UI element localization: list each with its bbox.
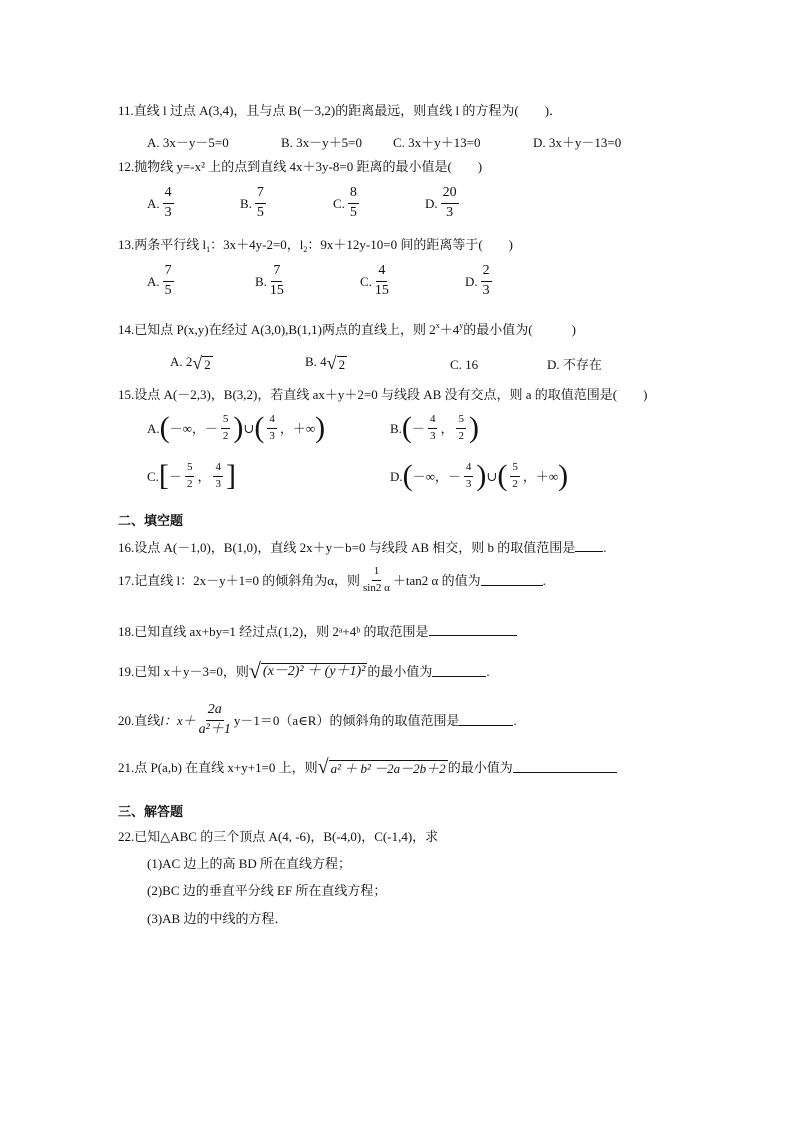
close-paren-icon: ) xyxy=(233,411,244,445)
q17-pre: 17.记直线 l：2x－y＋1=0 的倾斜角为α，则 xyxy=(118,572,361,588)
comma: ， xyxy=(440,420,454,436)
close-paren-icon: ) xyxy=(315,411,326,445)
fraction xyxy=(221,414,231,442)
q15-b-label: B. xyxy=(390,420,402,436)
radicand: 2 xyxy=(204,356,211,372)
q19-post: 的最小值为 xyxy=(367,663,433,679)
numerator: 5 xyxy=(510,462,520,477)
close-paren-icon: ) xyxy=(476,459,487,493)
denominator: 3 xyxy=(482,282,490,298)
q12-option-c xyxy=(333,186,362,220)
fraction xyxy=(270,264,284,298)
sqrt xyxy=(318,757,448,777)
q11-option-c: C. 3x＋y＋13=0 xyxy=(393,135,481,150)
answer-blank[interactable] xyxy=(432,665,486,677)
numerator: 4 xyxy=(376,264,387,282)
numerator: 7 xyxy=(255,186,266,204)
q15-option-b xyxy=(390,411,479,445)
q15-c-label: C. xyxy=(147,468,159,484)
numerator: 4 xyxy=(464,462,474,477)
q15-d-pos-inf: ，＋∞ xyxy=(522,468,559,484)
q13-c-label: C. xyxy=(360,273,372,289)
numerator: 4 xyxy=(213,462,223,477)
fraction xyxy=(456,414,466,442)
q12-d-label: D. xyxy=(425,195,438,211)
q14-a-label: A. 2 xyxy=(170,353,193,369)
numerator: 20 xyxy=(441,186,459,204)
q13-stem-post: ：9x＋12y-10=0 间的距离等于( ) xyxy=(307,237,513,252)
numerator: 7 xyxy=(271,264,282,282)
q15-a-neg-inf: －∞，－ xyxy=(169,420,218,436)
denominator: 3 xyxy=(269,429,275,442)
q13-sub-2: 2 xyxy=(303,245,308,254)
denominator: 3 xyxy=(465,477,472,490)
denominator: 15 xyxy=(374,282,389,298)
answer-blank[interactable] xyxy=(513,761,617,773)
answer-blank[interactable] xyxy=(481,574,543,586)
q17-end: . xyxy=(542,572,546,588)
denominator: 5 xyxy=(256,204,264,220)
q12-c-label: C. xyxy=(333,195,345,211)
q22-part-1: (1)AC 边上的高 BD 所在直线方程； xyxy=(147,856,352,871)
q18-stem: 18.已知直线 ax+by=1 经过点(1,2)，则 2ᵃ+4ᵇ 的取范围是 xyxy=(118,624,429,639)
q14-b-label: B. 4 xyxy=(305,353,327,369)
fraction xyxy=(363,566,390,594)
q11-option-d: D. 3x＋y－13=0 xyxy=(533,135,622,150)
denominator: 2 xyxy=(222,429,229,442)
denominator: 2 xyxy=(512,477,518,490)
fraction xyxy=(213,462,223,490)
q12-b-label: B. xyxy=(240,195,252,211)
q14-option-d: D. 不存在 xyxy=(547,357,602,372)
denominator: 3 xyxy=(429,429,436,442)
q15-c-minus: － xyxy=(168,468,182,484)
q13-d-label: D. xyxy=(465,273,478,289)
q15-a-pos-inf: ，＋∞ xyxy=(279,420,316,436)
q20-pre: 20.直线 xyxy=(118,712,161,728)
q13-stem xyxy=(118,238,513,254)
numerator: 7 xyxy=(163,264,174,282)
q20-mid: y－1＝0（a∈R）的倾斜角的取值范围是 xyxy=(233,712,460,728)
q15-d-label: D. xyxy=(390,468,403,484)
q20-colon: ：x＋ xyxy=(163,712,196,728)
q13-stem-pre: 13.两条平行线 l xyxy=(118,237,207,252)
union-symbol: ∪ xyxy=(486,468,498,484)
q14-stem-pre: 14.已知点 P(x,y)在经过 A(3,0),B(1,1)两点的直线上，则 2 xyxy=(118,322,436,337)
section-solution-heading: 三、解答题 xyxy=(118,805,184,820)
q11-stem: 11.直线 l 过点 A(3,4)，且与点 B(－3,2)的距离最远，则直线 l 的方程为( )． xyxy=(118,103,563,118)
q20-end: . xyxy=(513,712,517,728)
fraction xyxy=(348,186,359,220)
numerator: 4 xyxy=(163,186,174,204)
sqrt xyxy=(249,660,368,682)
sqrt xyxy=(192,354,212,372)
comma: ， xyxy=(197,468,211,484)
q15-d-neg-inf: －∞，－ xyxy=(412,468,461,484)
q14-option-c: C. 16 xyxy=(450,357,479,372)
q14-exp-y: y xyxy=(459,321,464,330)
q15-stem: 15.设点 A(－2,3)，B(3,2)，若直线 ax＋y＋2=0 与线段 AB 没有交点，则 a 的取值范围是( ) xyxy=(118,387,648,402)
q11-option-a: A. 3x－y－5=0 xyxy=(147,135,229,150)
q12-a-label: A. xyxy=(147,195,160,211)
q21-post: 的最小值为 xyxy=(447,759,513,775)
q13-sub-1: 1 xyxy=(206,245,211,254)
q22-part-2: (2)BC 边的垂直平分线 EF 所在直线方程； xyxy=(147,883,387,898)
denominator: 15 xyxy=(269,282,284,298)
denominator: a²＋1 xyxy=(198,721,231,737)
fraction xyxy=(163,186,174,220)
q15-option-c xyxy=(147,459,236,493)
fraction xyxy=(510,462,520,490)
numerator: 8 xyxy=(348,186,359,204)
q12-option-b xyxy=(240,186,269,220)
q19-pre: 19.已知 x＋y－3=0，则 xyxy=(118,663,249,679)
section-fill-in-heading: 二、填空题 xyxy=(118,514,184,529)
q22-stem: 22.已知△ABC 的三个顶点 A(4, -6)，B(-4,0)，C(-1,4)，求 xyxy=(118,829,439,844)
q15-b-minus: － xyxy=(411,420,425,436)
q12-stem: 12.抛物线 y=-x² 上的点到直线 4x＋3y-8=0 距离的最小值是( ) xyxy=(118,159,483,174)
open-paren-icon: ( xyxy=(159,411,170,445)
radical-sign-icon: √ xyxy=(317,756,329,778)
q21 xyxy=(118,757,617,777)
numerator: 2a xyxy=(206,703,224,721)
q21-pre: 21.点 P(a,b) 在直线 x+y+1=0 上，则 xyxy=(118,759,318,775)
fraction xyxy=(163,264,174,298)
close-paren-icon: ) xyxy=(468,411,479,445)
q13-stem-mid: ：3x＋4y-2=0，l xyxy=(210,237,304,252)
q17-post: ＋tan2 α 的值为 xyxy=(392,572,481,588)
numerator: 4 xyxy=(267,414,277,429)
denominator: 3 xyxy=(215,477,221,490)
q15-option-d xyxy=(390,459,569,493)
denominator: 5 xyxy=(349,204,357,220)
q18 xyxy=(118,624,517,638)
numerator: 5 xyxy=(221,414,231,429)
q13-a-label: A. xyxy=(147,273,160,289)
q19-end: . xyxy=(486,663,490,679)
close-bracket-icon: ] xyxy=(225,459,236,493)
numerator: 1 xyxy=(372,566,382,581)
radical-sign-icon: √ xyxy=(192,353,203,373)
fraction xyxy=(185,462,195,490)
open-paren-icon: ( xyxy=(254,411,265,445)
q12-option-d xyxy=(425,186,462,220)
numerator: 5 xyxy=(185,462,195,477)
q22-part-3: (3)AB 边的中线的方程． xyxy=(147,911,288,926)
numerator: 5 xyxy=(456,414,466,429)
q16 xyxy=(118,540,607,554)
fraction xyxy=(375,264,389,298)
q13-option-c xyxy=(360,264,392,298)
q12-option-a xyxy=(147,186,177,220)
close-paren-icon: ) xyxy=(558,459,569,493)
q19 xyxy=(118,660,490,682)
denominator: 2 xyxy=(458,429,464,442)
q14-stem-post: 的最小值为( ) xyxy=(463,322,576,337)
q16-stem: 16.设点 A(－1,0)，B(1,0)，直线 2x＋y－b=0 与线段 AB 相交，则 b 的取值范围是 xyxy=(118,540,576,555)
q14-option-a xyxy=(170,354,213,372)
open-paren-icon: ( xyxy=(401,411,412,445)
q13-b-label: B. xyxy=(255,273,267,289)
q16-end: . xyxy=(603,540,607,555)
answer-blank[interactable] xyxy=(429,624,517,636)
denominator: 3 xyxy=(164,204,172,220)
fraction xyxy=(255,186,266,220)
q13-option-a xyxy=(147,264,177,298)
answer-blank[interactable] xyxy=(575,540,603,552)
numerator: 2 xyxy=(481,264,492,282)
radical-sign-icon: √ xyxy=(326,353,337,373)
q15-a-label: A. xyxy=(147,420,160,436)
denominator: sin2 α xyxy=(363,581,390,594)
q20 xyxy=(118,703,517,737)
q20-line-l: l xyxy=(160,712,164,728)
open-paren-icon: ( xyxy=(402,459,413,493)
union-symbol: ∪ xyxy=(243,420,255,436)
q15-option-a xyxy=(147,411,326,445)
radicand: a² ＋ b² －2a－2b＋2 xyxy=(330,760,446,776)
radicand: (x－2)² ＋ (y＋1)² xyxy=(262,664,366,679)
q14-exp-x: x xyxy=(435,321,440,330)
fraction xyxy=(428,414,438,442)
fraction xyxy=(199,703,231,737)
denominator: 3 xyxy=(446,204,454,220)
open-paren-icon: ( xyxy=(497,459,508,493)
fraction xyxy=(267,414,277,442)
sqrt xyxy=(327,354,347,372)
answer-blank[interactable] xyxy=(459,714,513,726)
q14-stem xyxy=(118,322,576,336)
q14-option-b xyxy=(305,354,347,372)
fraction xyxy=(441,186,459,220)
fraction xyxy=(481,264,492,298)
fraction xyxy=(464,462,474,490)
q11-option-b: B. 3x－y＋5=0 xyxy=(281,135,363,150)
q14-plus: ＋4 xyxy=(439,322,460,337)
q17 xyxy=(118,566,546,594)
q13-option-b xyxy=(255,264,287,298)
denominator: 2 xyxy=(186,477,193,490)
q13-option-d xyxy=(465,264,495,298)
open-bracket-icon: [ xyxy=(158,459,169,493)
radicand: 2 xyxy=(338,356,346,372)
radical-sign-icon: √ xyxy=(248,658,261,683)
denominator: 5 xyxy=(164,282,172,298)
numerator: 4 xyxy=(428,414,438,429)
